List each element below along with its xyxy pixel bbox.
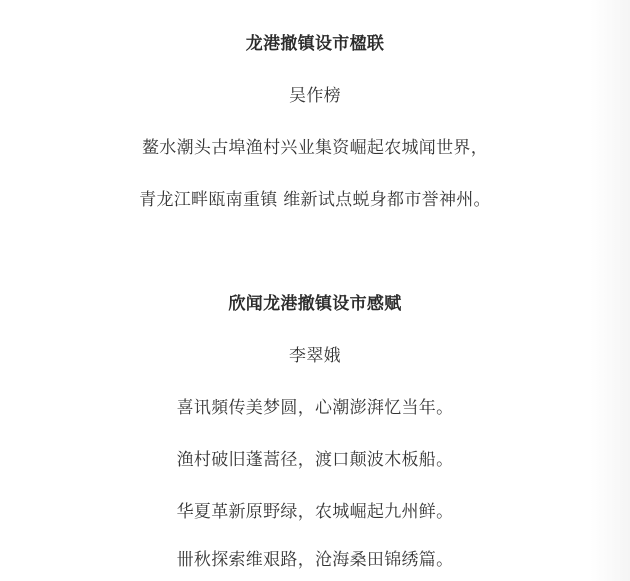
poem-line: 卌秋探索维艰路，沧海桑田锦绣篇。: [176, 550, 454, 570]
poem-line: 青龙江畔瓯南重镇 维新试点蜕身都市誉神州。: [139, 190, 491, 210]
poem-line: 渔村破旧蓬蒿径，渡口颠波木板船。: [176, 450, 454, 470]
poem-line: 华夏革新原野绿，农城崛起九州鲜。: [176, 502, 454, 522]
poem-line: 鳌水潮头古埠渔村兴业集资崛起农城闻世界，: [142, 138, 488, 158]
poem-title: 龙港撤镇设市楹联: [245, 34, 385, 54]
poem-author: 吴作榜: [289, 86, 341, 106]
poem-author: 李翠娥: [289, 346, 341, 366]
poem-title: 欣闻龙港撤镇设市感赋: [228, 294, 402, 314]
poem-line: 喜讯頻传美梦圆，心潮澎湃忆当年。: [176, 398, 454, 418]
